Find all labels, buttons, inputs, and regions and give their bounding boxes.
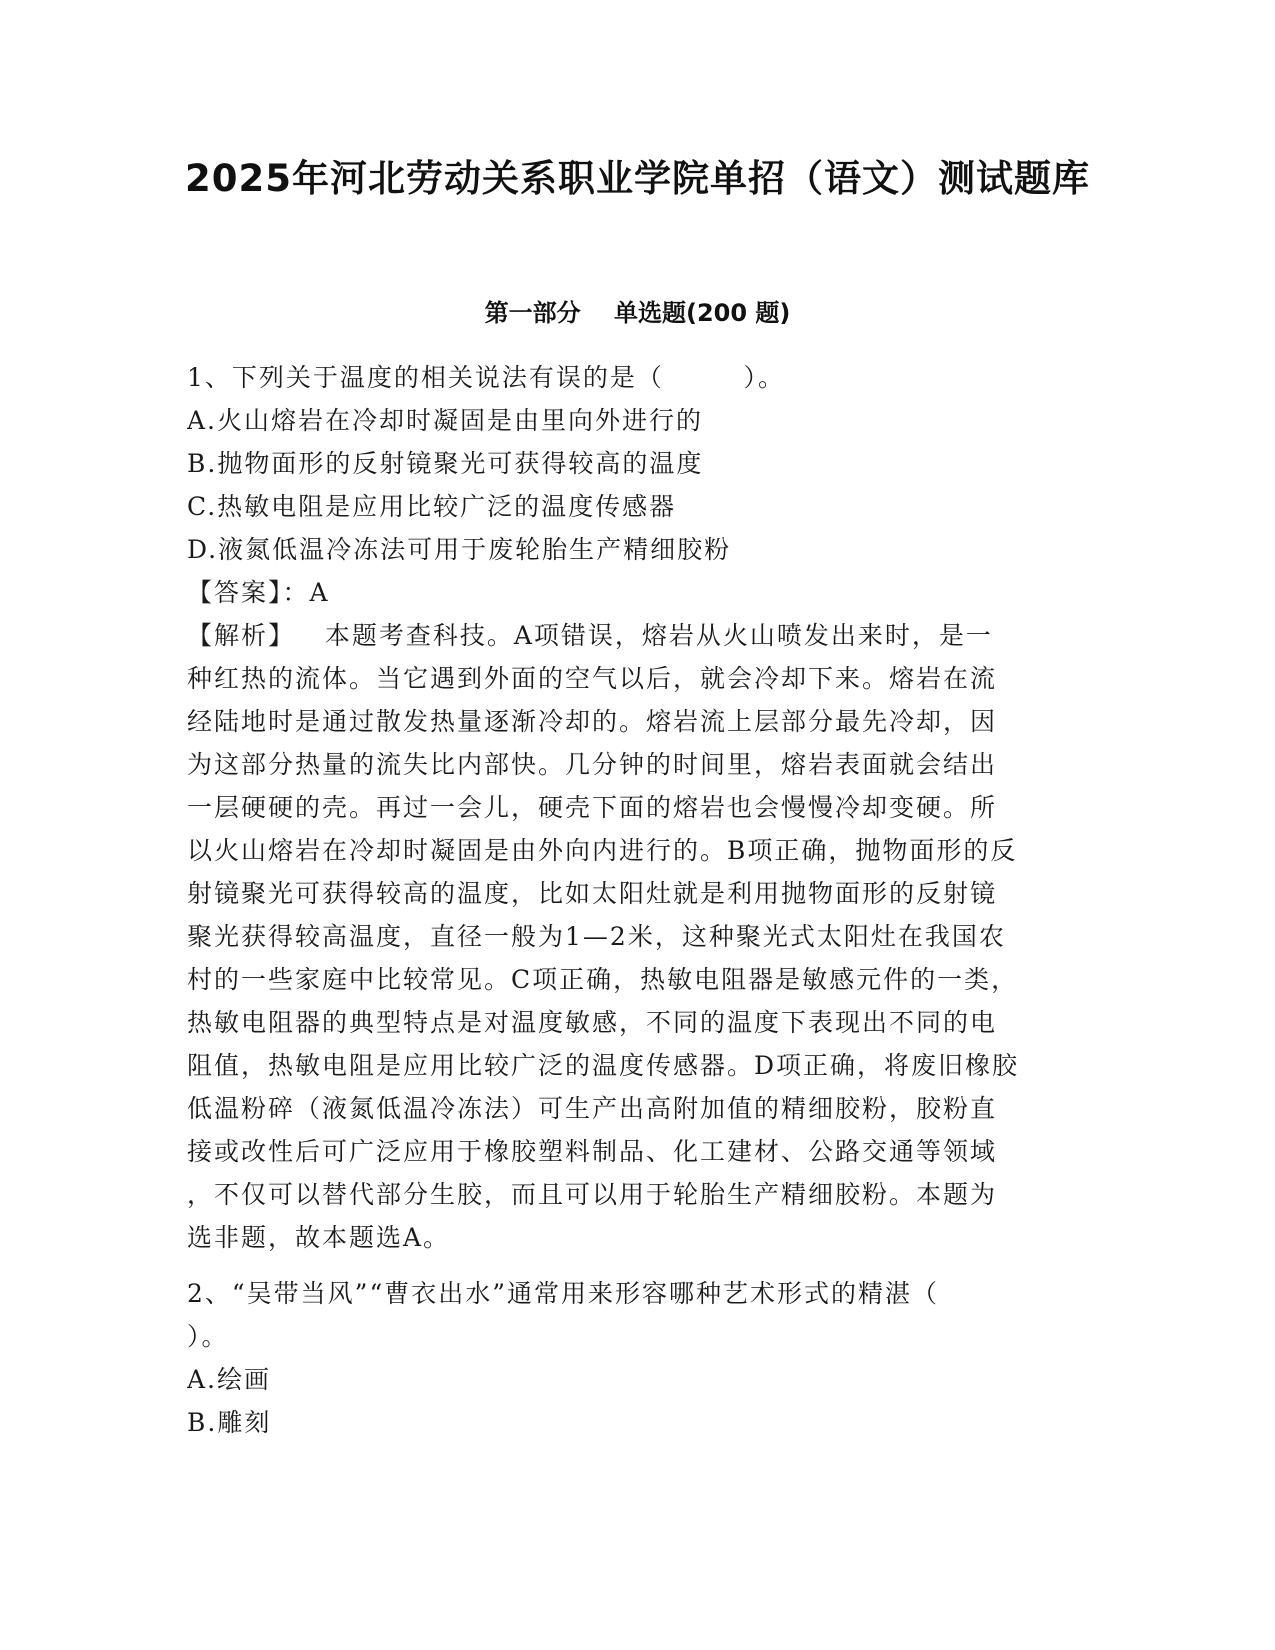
option-c: C.热敏电阻是应用比较广泛的温度传感器	[187, 492, 677, 521]
analysis-line: 低温粉碎（液氮低温冷冻法）可生产出高附加值的精细胶粉，胶粉直	[187, 1094, 998, 1123]
analysis-line: 为这部分热量的流失比内部快。几分钟的时间里，熔岩表面就会结出	[187, 750, 998, 779]
analysis-line: 以火山熔岩在冷却时凝固是由外向内进行的。B项正确，抛物面形的反	[187, 836, 1018, 865]
option-b: B.抛物面形的反射镜聚光可获得较高的温度	[187, 449, 704, 478]
option-a: A.绘画	[187, 1365, 272, 1394]
analysis-line: 一层硬硬的壳。再过一会儿，硬壳下面的熔岩也会慢慢冷却变硬。所	[187, 793, 998, 822]
question-1	[187, 356, 1077, 1259]
option-d: D.液氮低温冷冻法可用于废轮胎生产精细胶粉	[187, 535, 732, 564]
answer: 【答案】：A	[187, 578, 330, 607]
question-stem: 1、下列关于温度的相关说法有误的是（ ）。	[187, 363, 785, 392]
analysis-line: 经陆地时是通过散发热量逐渐冷却的。熔岩流上层部分最先冷却，因	[187, 707, 998, 736]
question-stem-continued: ）。	[187, 1322, 229, 1351]
question-gap	[187, 1259, 1077, 1272]
analysis-line: 村的一些家庭中比较常见。C项正确，热敏电阻器是敏感元件的一类，	[187, 965, 1019, 994]
analysis-line: 种红热的流体。当它遇到外面的空气以后，就会冷却下来。熔岩在流	[187, 664, 998, 693]
analysis-line: ，不仅可以替代部分生胶，而且可以用于轮胎生产精细胶粉。本题为	[187, 1180, 998, 1209]
analysis-line: 接或改性后可广泛应用于橡胶塑料制品、化工建材、公路交通等领域	[187, 1137, 998, 1166]
document-title: 2025年河北劳动关系职业学院单招（语文）测试题库	[185, 157, 1090, 200]
option-b: B.雕刻	[187, 1408, 272, 1437]
analysis-line: 选非题，故本题选A。	[187, 1223, 451, 1252]
analysis-line: 射镜聚光可获得较高的温度，比如太阳灶就是利用抛物面形的反射镜	[187, 879, 998, 908]
question-2	[187, 1272, 1077, 1444]
analysis-line: 【解析】 本题考查科技。A项错误，熔岩从火山喷发出来时，是一	[187, 621, 993, 650]
analysis	[187, 614, 1077, 1259]
question-stem: 2、“吴带当风”“曹衣出水”通常用来形容哪种艺术形式的精湛（	[187, 1279, 940, 1308]
analysis-line: 热敏电阻器的典型特点是对温度敏感，不同的温度下表现出不同的电	[187, 1008, 998, 1037]
section-title: 第一部分 单选题(200 题)	[484, 299, 791, 327]
option-a: A.火山熔岩在冷却时凝固是由里向外进行的	[187, 406, 704, 435]
analysis-line: 聚光获得较高温度，直径一般为1—2米，这种聚光式太阳灶在我国农	[187, 922, 1006, 951]
question-content	[187, 356, 1077, 1444]
analysis-line: 阻值，热敏电阻是应用比较广泛的温度传感器。D项正确，将废旧橡胶	[187, 1051, 1020, 1080]
